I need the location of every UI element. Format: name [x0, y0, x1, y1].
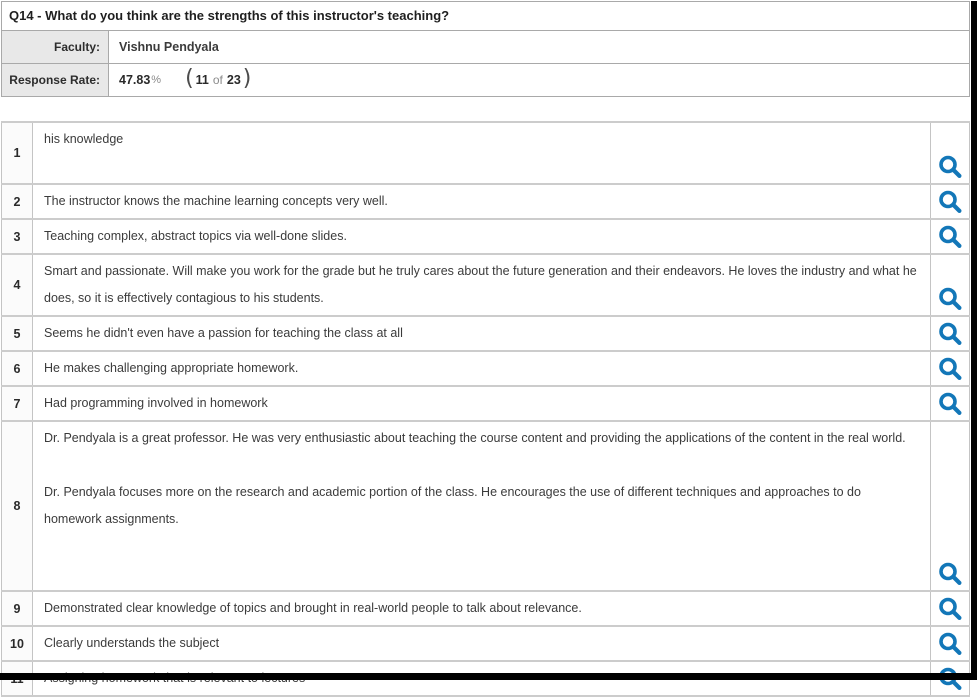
- faculty-value: Vishnu Pendyala: [109, 31, 970, 64]
- faculty-label: Faculty:: [2, 31, 109, 64]
- zoom-response-button[interactable]: [931, 626, 970, 661]
- magnifier-icon[interactable]: [937, 189, 964, 216]
- section-gap: [0, 97, 977, 121]
- zoom-response-button[interactable]: [931, 184, 970, 219]
- faculty-row: [2, 31, 970, 64]
- total-count: 23: [226, 73, 241, 87]
- response-number: 4: [2, 254, 33, 316]
- response-number: 6: [2, 351, 33, 386]
- zoom-response-button[interactable]: [931, 219, 970, 254]
- question-title-row: [2, 2, 970, 31]
- response-row: [2, 591, 970, 626]
- response-row: [2, 122, 970, 184]
- zoom-response-button[interactable]: [931, 316, 970, 351]
- response-paragraph: The instructor knows the machine learning concepts very well.: [44, 194, 388, 208]
- response-text: [33, 351, 931, 386]
- response-paragraph: Dr. Pendyala focuses more on the research and academic portion of the class. He encourages the use of different techniques and approaches to do homework assignments.: [44, 485, 861, 526]
- response-number: 5: [2, 316, 33, 351]
- response-paragraph: Demonstrated clear knowledge of topics and brought in real-world people to talk about relevance.: [44, 601, 582, 615]
- response-paragraph: Dr. Pendyala is a great professor. He was very enthusiastic about teaching the course content and providing the applications of the content in the real world.: [44, 431, 906, 445]
- response-rate-label: Response Rate:: [2, 64, 109, 97]
- zoom-response-button[interactable]: [931, 122, 970, 184]
- magnifier-icon[interactable]: [937, 391, 964, 418]
- response-row: [2, 254, 970, 316]
- responses-table: [1, 121, 970, 697]
- responded-count: 11: [195, 73, 209, 87]
- response-row: [2, 386, 970, 421]
- zoom-response-button[interactable]: [931, 254, 970, 316]
- response-row: [2, 626, 970, 661]
- response-paragraph: Teaching complex, abstract topics via well-done slides.: [44, 229, 347, 243]
- response-paragraph: [44, 560, 918, 587]
- magnifier-icon[interactable]: [937, 596, 964, 623]
- response-row: [2, 316, 970, 351]
- response-text: [33, 316, 931, 351]
- response-text: [33, 184, 931, 219]
- magnifier-icon[interactable]: [937, 154, 964, 181]
- percent-sign: %: [151, 74, 162, 86]
- of-text: of: [212, 73, 223, 87]
- response-text: [33, 122, 931, 184]
- magnifier-icon[interactable]: [937, 356, 964, 383]
- response-row: [2, 351, 970, 386]
- question-title: Q14 - What do you think are the strengths of this instructor's teaching?: [2, 2, 970, 31]
- response-row: [2, 219, 970, 254]
- response-text: [33, 254, 931, 316]
- response-row: [2, 184, 970, 219]
- response-paragraph: Smart and passionate. Will make you work for the grade but he truly cares about the future generation and their endeavors. He loves the industry and what he does, so it is effectively contagious to his students.: [44, 264, 917, 305]
- open-paren: (: [185, 66, 194, 91]
- response-paragraph: Had programming involved in homework: [44, 396, 268, 410]
- magnifier-icon[interactable]: [937, 286, 964, 313]
- magnifier-icon[interactable]: [937, 224, 964, 251]
- response-text: [33, 219, 931, 254]
- zoom-response-button[interactable]: [931, 421, 970, 591]
- survey-report-page: [0, 1, 977, 680]
- response-number: 2: [2, 184, 33, 219]
- responses-body: [2, 122, 970, 696]
- response-text: [33, 421, 931, 591]
- response-number: 1: [2, 122, 33, 184]
- magnifier-icon[interactable]: [937, 561, 964, 588]
- response-rate-value-group: [119, 66, 961, 91]
- zoom-response-button[interactable]: [931, 386, 970, 421]
- response-paragraph: He makes challenging appropriate homework.: [44, 361, 299, 375]
- response-paragraph: [44, 153, 918, 180]
- response-paragraph: [44, 533, 918, 560]
- magnifier-icon[interactable]: [937, 321, 964, 348]
- window-edge-right: [971, 1, 977, 680]
- response-text: [33, 626, 931, 661]
- response-paragraph: [44, 452, 918, 479]
- close-paren: ): [242, 66, 252, 91]
- response-text: [33, 591, 931, 626]
- response-number: 3: [2, 219, 33, 254]
- zoom-response-button[interactable]: [931, 351, 970, 386]
- response-row: [2, 421, 970, 591]
- magnifier-icon[interactable]: [937, 631, 964, 658]
- response-number: 7: [2, 386, 33, 421]
- response-paragraph: his knowledge: [44, 132, 124, 146]
- response-number: 8: [2, 421, 33, 591]
- response-number: 9: [2, 591, 33, 626]
- zoom-response-button[interactable]: [931, 591, 970, 626]
- question-summary-table: [1, 1, 970, 97]
- response-rate-row: [2, 64, 970, 97]
- response-paragraph: Clearly understands the subject: [44, 636, 220, 650]
- response-number: 10: [2, 626, 33, 661]
- response-paragraph: Seems he didn't even have a passion for teaching the class at all: [44, 326, 403, 340]
- response-text: [33, 386, 931, 421]
- response-rate-percent: 47.83: [119, 73, 151, 87]
- response-count-group: [185, 66, 252, 91]
